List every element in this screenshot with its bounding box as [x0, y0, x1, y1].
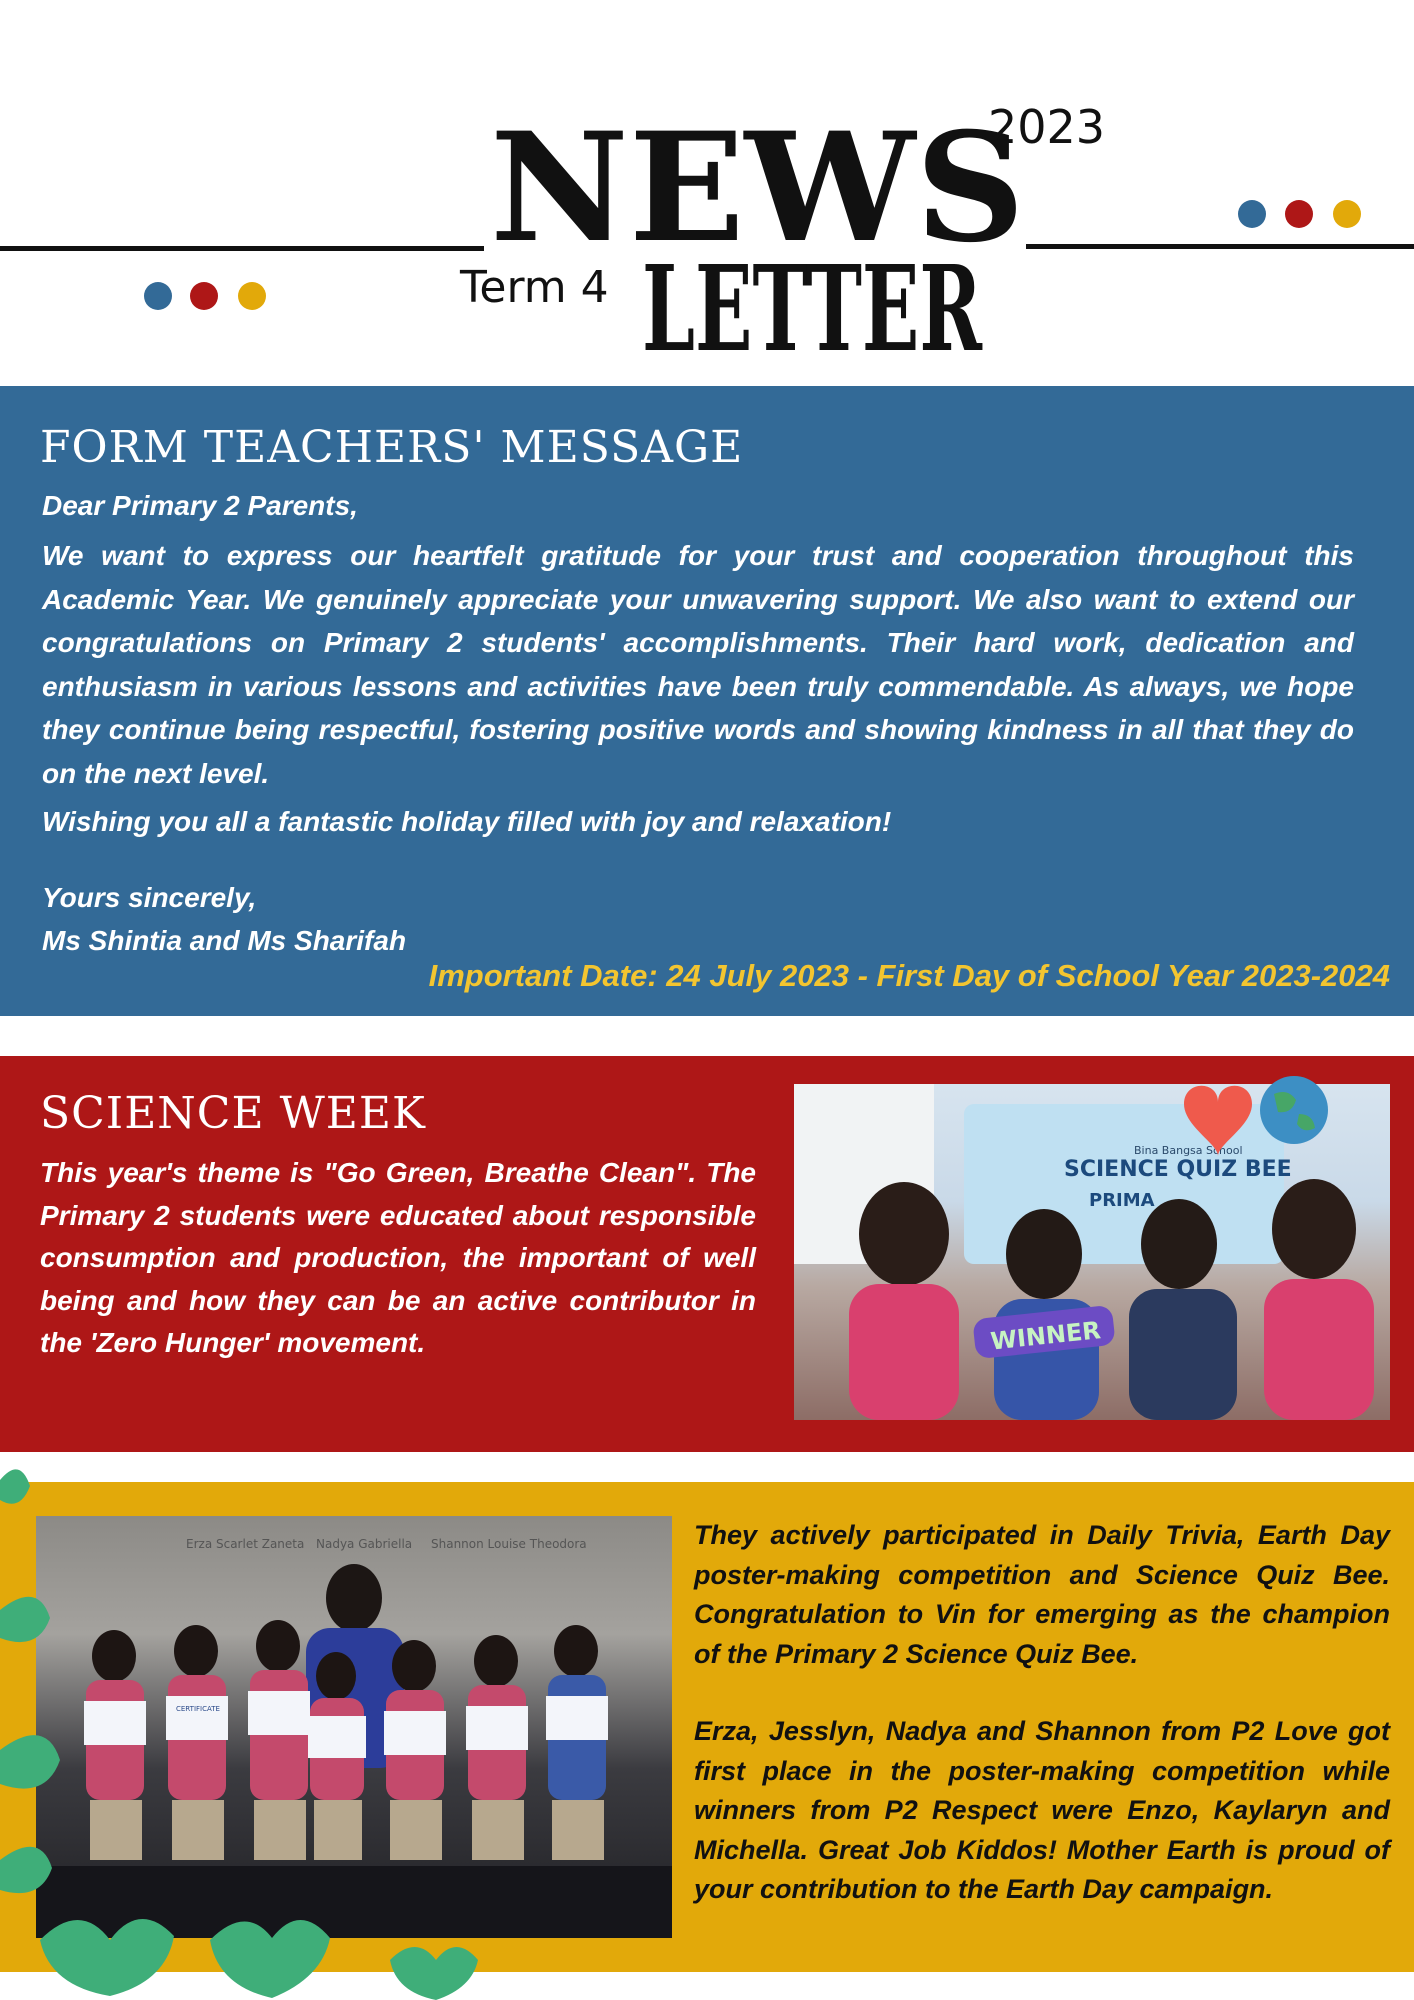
banner-subtitle: PRIMA: [1089, 1190, 1155, 1211]
important-date: Important Date: 24 July 2023 - First Day of School Year 2023-2024: [428, 958, 1390, 993]
science-week-title: SCIENCE WEEK: [40, 1088, 426, 1139]
message-wish: Wishing you all a fantastic holiday filled with joy and relaxation!: [42, 806, 892, 837]
science-quiz-bee-photo: [794, 1084, 1390, 1420]
leaf-icon-5: [40, 1919, 174, 1996]
leaf-icon-7: [390, 1947, 478, 2000]
header-dot-red-left: [190, 282, 218, 310]
name-card-1: Erza Scarlet Zaneta: [186, 1537, 305, 1551]
masthead-letter: LETTER: [642, 239, 983, 378]
message-signature: Ms Shintia and Ms Sharifah: [42, 925, 407, 956]
winner-sticker-label: WINNER: [989, 1316, 1103, 1356]
student-4: [1264, 1179, 1374, 1420]
message-greeting: Dear Primary 2 Parents,: [42, 490, 358, 521]
banner-title: SCIENCE QUIZ BEE: [1064, 1157, 1292, 1182]
message-body: We want to express our heartfelt gratitude for your trust and cooperation throughout this Academic Year. We genuinely appreciate your unwavering support. We also want to extend our congratulations on Primary 2 students' accomplishments. Their hard work, dedication and enthusiasm in various lessons and activities have been truly commendable. As always, we hope they continue being respectful, fostering positive words and showing kindness in all that they do on the next level.: [42, 540, 1354, 789]
leaf-icon-6: [210, 1920, 330, 1998]
certificate-label: CERTIFICATE: [176, 1705, 220, 1713]
name-card-2: Nadya Gabriella: [316, 1537, 413, 1551]
header-dot-yellow-right: [1333, 200, 1361, 228]
masthead-news: NEWS: [490, 100, 1025, 276]
science-week-body: This year's theme is "Go Green, Breathe Clean". The Primary 2 students were educated about responsible consumption and production, the important of well being and how they can be an active contributor in the 'Zero Hunger' movement.: [40, 1157, 756, 1358]
leaf-icon-2: [0, 1597, 50, 1642]
newsletter-term: Term 4: [460, 262, 609, 313]
banner-school-name: Bina Bangsa School: [1134, 1144, 1243, 1157]
newsletter-year: 2023: [988, 100, 1106, 154]
form-teachers-message-title: FORM TEACHERS' MESSAGE: [40, 422, 744, 473]
header-rule-right: [1026, 244, 1414, 249]
header-rule-left: [0, 246, 484, 251]
name-card-3: Shannon Louise Theodora: [431, 1537, 587, 1551]
earth-day-paragraph-2: Erza, Jesslyn, Nadya and Shannon from P2 Love got first place in the poster-making competition while winners from P2 Respect were Enzo, Kaylaryn and Michella. Great Job Kiddos! Mother Earth is proud of your contribution to the Earth Day campaign.: [694, 1716, 1390, 1904]
header-dot-blue-left: [144, 282, 172, 310]
leaf-icon-4: [0, 1847, 52, 1893]
science-week-section: [0, 1056, 1414, 1452]
header-dot-yellow-left: [238, 282, 266, 310]
student-1: [849, 1182, 959, 1420]
header-dot-red-right: [1285, 200, 1313, 228]
message-closing: Yours sincerely,: [42, 882, 257, 913]
leaf-icon-1: [0, 1469, 30, 1503]
science-quiz-bee-illustration: [794, 1084, 1390, 1420]
leaf-icon-3: [0, 1735, 60, 1788]
clover-leaves-decoration: [0, 1460, 560, 2000]
form-teachers-message-section: [0, 386, 1414, 1016]
earth-day-paragraph-1: They actively participated in Daily Trivia, Earth Day poster-making competition and Science Quiz Bee. Congratulation to Vin for emerging as the champion of the Primary 2 Science Quiz Bee.: [694, 1520, 1390, 1669]
header-dot-blue-right: [1238, 200, 1266, 228]
earth-icon: [1260, 1076, 1328, 1144]
